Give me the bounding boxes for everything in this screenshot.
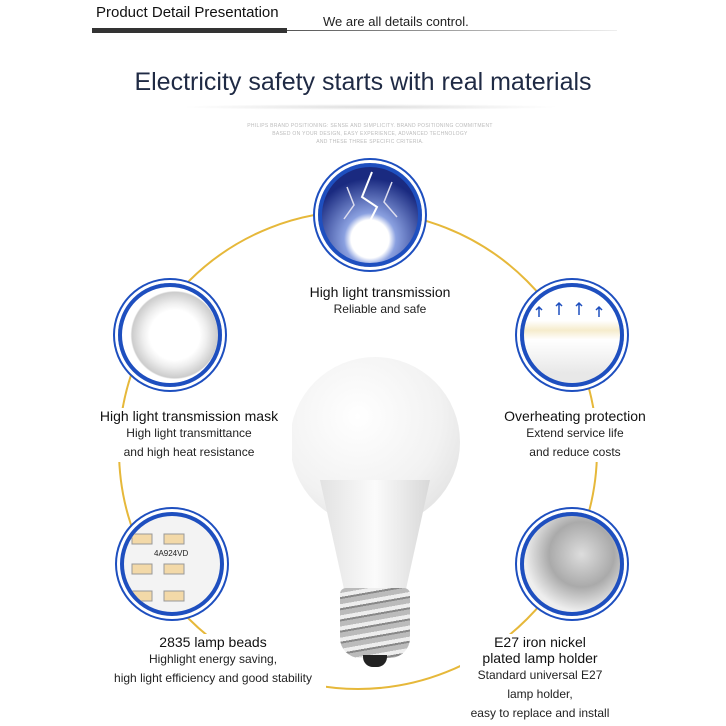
feature-holder [460, 634, 620, 723]
feature-title: Overheating protection [504, 408, 646, 424]
feature-title: plated lamp holder [482, 650, 598, 666]
lamp-beads-icon [124, 516, 220, 612]
bulb-base [340, 588, 410, 658]
feature-beads [100, 634, 326, 688]
feature-title: High light transmission mask [99, 408, 279, 424]
feature-text: and high heat resistance [123, 445, 255, 459]
pcb-image [120, 512, 224, 616]
header-subtitle: We are all details control. [323, 14, 469, 29]
overheat-image [520, 283, 624, 387]
lamp-holder-image [520, 512, 624, 616]
feature-text: High light transmittance [126, 426, 252, 440]
fine-print [230, 122, 510, 146]
feature-text: Extend service life [526, 426, 624, 440]
arrows-icon [524, 287, 620, 337]
header-bar [92, 28, 287, 33]
lightning-icon [322, 167, 418, 263]
fine-line: BASED ON YOUR DESIGN, EASY EXPERIENCE, ADVANCED TECHNOLOGY [272, 131, 468, 137]
fine-line: PHILIPS BRAND POSITIONING: SENSE AND SIMPLICITY. BRAND POSITIONING COMMITMENT [247, 123, 493, 129]
feature-mask [86, 408, 292, 462]
feature-text: Highlight energy saving, [148, 652, 278, 666]
title-shadow [180, 104, 560, 110]
lightning-image [318, 163, 422, 267]
feature-title: High light transmission [309, 284, 451, 300]
feature-title: 2835 lamp beads [159, 634, 267, 650]
fine-line: AND THESE THREE SPECIFIC CRITERIA. [316, 139, 424, 145]
pcb-label: 4A924VD [154, 549, 189, 558]
feature-text: lamp holder, [507, 687, 573, 701]
feature-text: Standard universal E27 [477, 668, 603, 682]
feature-text: and reduce costs [529, 445, 621, 459]
feature-text: high light efficiency and good stability [114, 671, 312, 685]
feature-top [290, 284, 470, 319]
feature-text: easy to replace and install [470, 706, 610, 720]
feature-text: Reliable and safe [333, 302, 427, 316]
header-divider [287, 30, 617, 31]
main-title: Electricity safety starts with real materials [134, 68, 592, 96]
feature-title: E27 iron nickel [494, 634, 586, 650]
header-title: Product Detail Presentation [96, 4, 279, 21]
feature-overheat [490, 408, 660, 462]
mask-image [118, 283, 222, 387]
